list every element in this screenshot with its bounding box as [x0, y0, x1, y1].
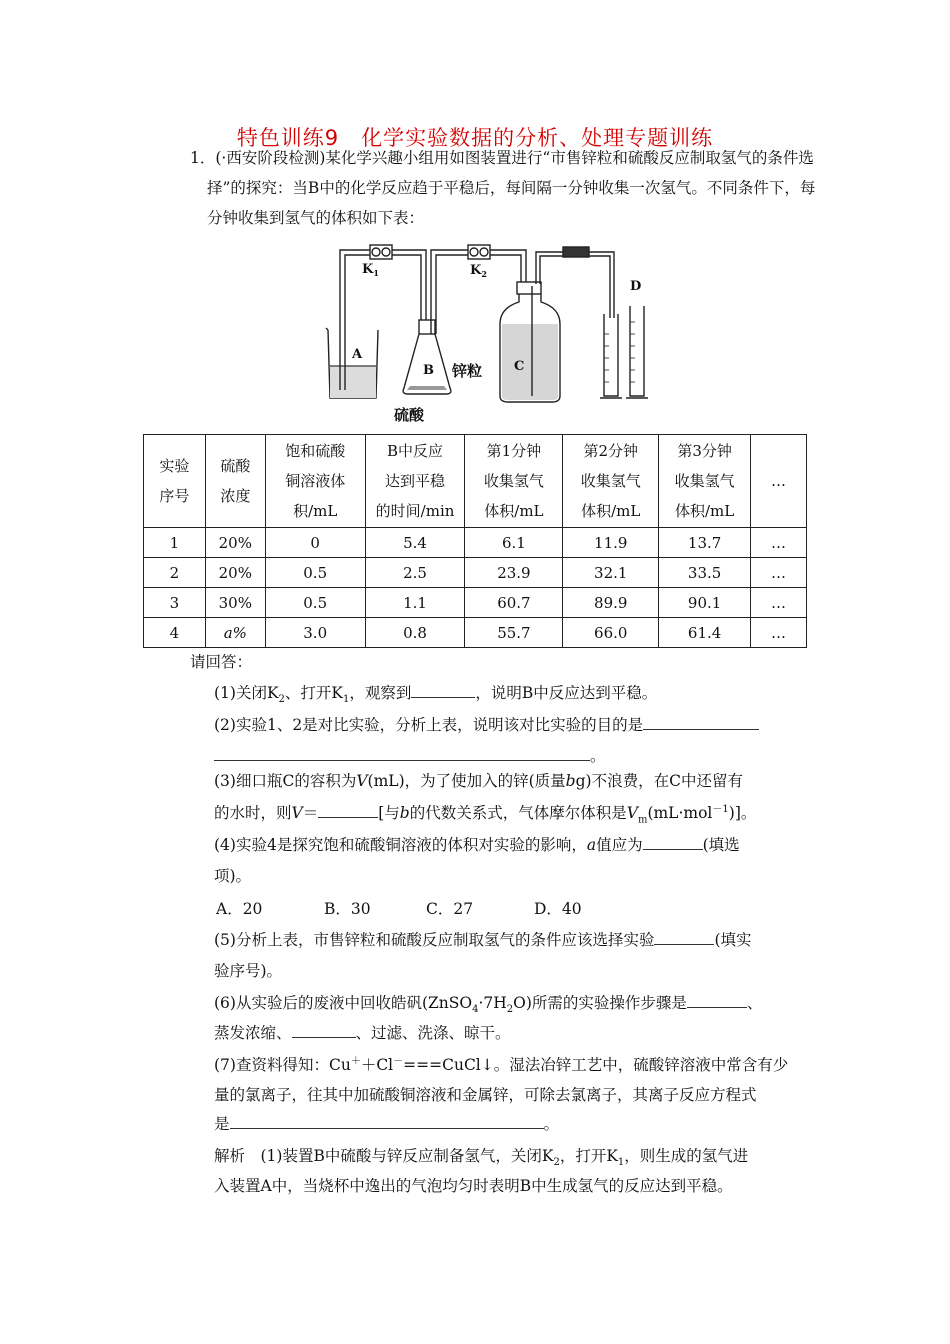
part-5	[214, 928, 752, 950]
part-3-text: (3)细口瓶C的容积为	[214, 772, 357, 790]
question-stem	[190, 143, 822, 233]
part-2-text: (2)实验1、2是对比实验，分析上表，说明该对比实验的目的是	[214, 716, 644, 734]
part-6	[214, 991, 762, 1015]
table-cell: 2	[144, 558, 206, 588]
var-v: V	[291, 804, 303, 823]
table-cell: 1	[144, 528, 206, 558]
page-title: 特色训练9 化学实验数据的分析、处理专题训练	[236, 126, 714, 150]
part-1-text: 、打开K	[284, 684, 344, 702]
var-vm: V	[626, 804, 638, 823]
label-k1: $K_1$	[362, 262, 379, 278]
var-b: b	[565, 772, 576, 790]
header-cell: 饱和硫酸 铜溶液体 积/mL	[265, 435, 365, 528]
choice-a[interactable]: A．20	[216, 900, 263, 918]
subscript-m: m	[637, 814, 648, 826]
table-cell: 2.5	[365, 558, 465, 588]
part-2-text: 。	[590, 747, 606, 765]
label-c: C	[514, 359, 525, 374]
answer-blank[interactable]	[318, 817, 378, 818]
prompt-text: 请回答：	[190, 653, 253, 671]
data-table	[143, 434, 807, 648]
header-cell: B中反应 达到平稳 的时间/min	[365, 435, 465, 528]
table-cell: 90.1	[659, 588, 751, 618]
part-1: (1)关闭$K_2$、打开$K_1$，观察到 ，说明B中反应达到平稳。	[214, 684, 658, 706]
table-header-row	[144, 435, 807, 528]
part-6-text: 、过滤、洗涤、晾干。	[355, 1024, 511, 1042]
label-acid: 硫酸	[394, 406, 425, 424]
part-3-text: (mL·mol	[647, 804, 713, 823]
header-cell: 第1分钟 收集氢气 体积/mL	[465, 435, 563, 528]
table-cell: …	[751, 528, 807, 558]
table-cell: 61.4	[659, 618, 751, 648]
label-zinc: 锌粒	[452, 362, 483, 380]
part-4-text: 值应为	[596, 836, 643, 854]
question-number: 1．	[190, 149, 216, 167]
part-3	[214, 769, 743, 791]
header-cell: 第3分钟 收集氢气 体积/mL	[659, 435, 751, 528]
part-7	[214, 1052, 788, 1075]
part-3-text: 的代数关系式，气体摩尔体积是	[409, 804, 627, 823]
table-cell: 30%	[205, 588, 265, 618]
table-row	[144, 588, 807, 618]
superscript: －	[393, 1056, 404, 1067]
choice-list	[216, 897, 582, 919]
table-cell: 11.9	[563, 528, 659, 558]
table-cell: 4	[144, 618, 206, 648]
table-cell: 0.5	[265, 588, 365, 618]
table-cell: 0.8	[365, 618, 465, 648]
answer-blank[interactable]	[292, 1037, 356, 1038]
var-b: b	[399, 804, 410, 823]
table-cell: 32.1	[563, 558, 659, 588]
part-1-text: ，观察到	[349, 684, 412, 702]
answer-blank[interactable]	[687, 1007, 747, 1008]
analysis-text: ，打开K	[559, 1147, 618, 1165]
table-cell: 13.7	[659, 528, 751, 558]
table-cell: 20%	[205, 528, 265, 558]
part-3-text: 的水时，则	[214, 804, 292, 823]
table-cell: 55.7	[465, 618, 563, 648]
part-7-text: ＋Cl	[360, 1056, 394, 1075]
table-cell: 5.4	[365, 528, 465, 558]
label-k2: $K_2$	[470, 263, 487, 279]
table-cell: 20%	[205, 558, 265, 588]
subscript: 2	[506, 1004, 514, 1016]
part-4-text: (4)实验4是探究饱和硫酸铜溶液的体积对实验的影响，	[214, 836, 587, 854]
answer-blank[interactable]	[654, 944, 714, 945]
table-cell: …	[751, 618, 807, 648]
part-3-text: ＝	[302, 804, 319, 823]
answer-blank[interactable]	[643, 849, 703, 850]
table-cell: 3	[144, 588, 206, 618]
part-7-text: (7)查资料得知：Cu	[214, 1056, 351, 1075]
header-cell: …	[751, 435, 807, 528]
part-3-text: )]。	[728, 804, 757, 823]
table-cell: 3.0	[265, 618, 365, 648]
part-5-text: (填实	[714, 931, 752, 949]
table-row	[144, 528, 807, 558]
part-4-text: (填选	[702, 836, 740, 854]
part-5-text: (5)分析上表，市售锌粒和硫酸反应制取氢气的条件应该选择实验	[214, 931, 655, 949]
part-7-text: ===CuCl↓。湿法冶锌工艺中，硫酸锌溶液中常含有少	[403, 1056, 789, 1075]
answer-blank[interactable]	[411, 697, 475, 698]
table-cell: 6.1	[465, 528, 563, 558]
analysis-line-1: 解析 (1)装置B中硫酸与锌反应制备氢气，关闭$K_2$，打开$K_1$，则生成的氢气进	[214, 1147, 749, 1169]
table-cell: a%	[205, 618, 265, 648]
table-cell: 1.1	[365, 588, 465, 618]
analysis-line-2: 入装置A中，当烧杯中逸出的气泡均匀时表明B中生成氢气的反应达到平稳。	[214, 1177, 733, 1195]
label-b: B	[423, 363, 434, 378]
part-7-text: 是	[214, 1115, 230, 1133]
part-2-cont	[214, 744, 606, 766]
part-4	[214, 833, 740, 855]
table-cell: …	[751, 558, 807, 588]
header-cell: 实验 序号	[144, 435, 206, 528]
table-cell: …	[751, 588, 807, 618]
analysis-text: 解析 (1)装置B中硫酸与锌反应制备氢气，关闭K	[214, 1147, 554, 1165]
answer-blank[interactable]	[230, 1128, 544, 1129]
superscript: －1	[712, 804, 729, 815]
answer-blank[interactable]	[643, 729, 759, 730]
part-7-cont2	[214, 1112, 559, 1134]
part-1-text: (1)关闭K	[214, 684, 279, 702]
subscript: 4	[472, 1004, 479, 1016]
choice-b[interactable]: B．30	[324, 900, 371, 918]
part-2	[214, 713, 759, 735]
table-cell: 33.5	[659, 558, 751, 588]
part-6-text: 蒸发浓缩、	[214, 1024, 292, 1042]
header-cell: 第2分钟 收集氢气 体积/mL	[563, 435, 659, 528]
table-cell: 0	[265, 528, 365, 558]
part-3-text: (mL)，为了使加入的锌(质量	[367, 772, 566, 790]
table-cell: 23.9	[465, 558, 563, 588]
part-7-text: 。	[543, 1115, 560, 1133]
table-cell: 66.0	[563, 618, 659, 648]
part-6-cont	[214, 1021, 511, 1043]
var-a: a	[586, 836, 597, 854]
table-row	[144, 558, 807, 588]
table-cell: 60.7	[465, 588, 563, 618]
superscript: ＋	[350, 1056, 361, 1067]
question-text: (·西安阶段检测)某化学兴趣小组用如图装置进行“市售锌粒和硫酸反应制取氢气的条件选择”的探究：当B中的化学反应趋于平稳后，每间隔一分钟收集一次氢气。不同条件下，每分钟收集到氢气的体积如下表：	[207, 149, 816, 227]
part-3-text: g)不浪费，在C中还留有	[575, 772, 743, 790]
analysis-text: ，则生成的氢气进	[624, 1147, 749, 1165]
var-v: V	[356, 772, 368, 790]
part-6-text: ·7H	[478, 994, 507, 1012]
label-d: D	[630, 279, 642, 294]
choice-d[interactable]: D．40	[534, 900, 582, 918]
table-cell: 89.9	[563, 588, 659, 618]
part-3-cont	[214, 800, 756, 825]
part-5-cont: 验序号)。	[214, 962, 283, 980]
apparatus-diagram	[318, 238, 642, 428]
part-3-text: [与	[378, 804, 400, 823]
part-6-text: O)所需的实验操作步骤是	[513, 994, 687, 1012]
table-cell: 0.5	[265, 558, 365, 588]
header-cell: 硫酸 浓度	[205, 435, 265, 528]
part-7-cont: 量的氯离子，往其中加硫酸铜溶液和金属锌，可除去氯离子，其离子反应方程式	[214, 1086, 757, 1104]
answer-blank[interactable]	[214, 760, 590, 761]
table-row	[144, 618, 807, 648]
part-6-text: 、	[746, 994, 763, 1012]
part-6-text: (6)从实验后的废液中回收皓矾(ZnSO	[214, 994, 473, 1012]
choice-c[interactable]: C．27	[426, 900, 474, 918]
part-1-text: ，说明B中反应达到平稳。	[475, 684, 658, 702]
label-a: A	[352, 347, 363, 362]
part-4-cont: 项)。	[214, 867, 252, 885]
